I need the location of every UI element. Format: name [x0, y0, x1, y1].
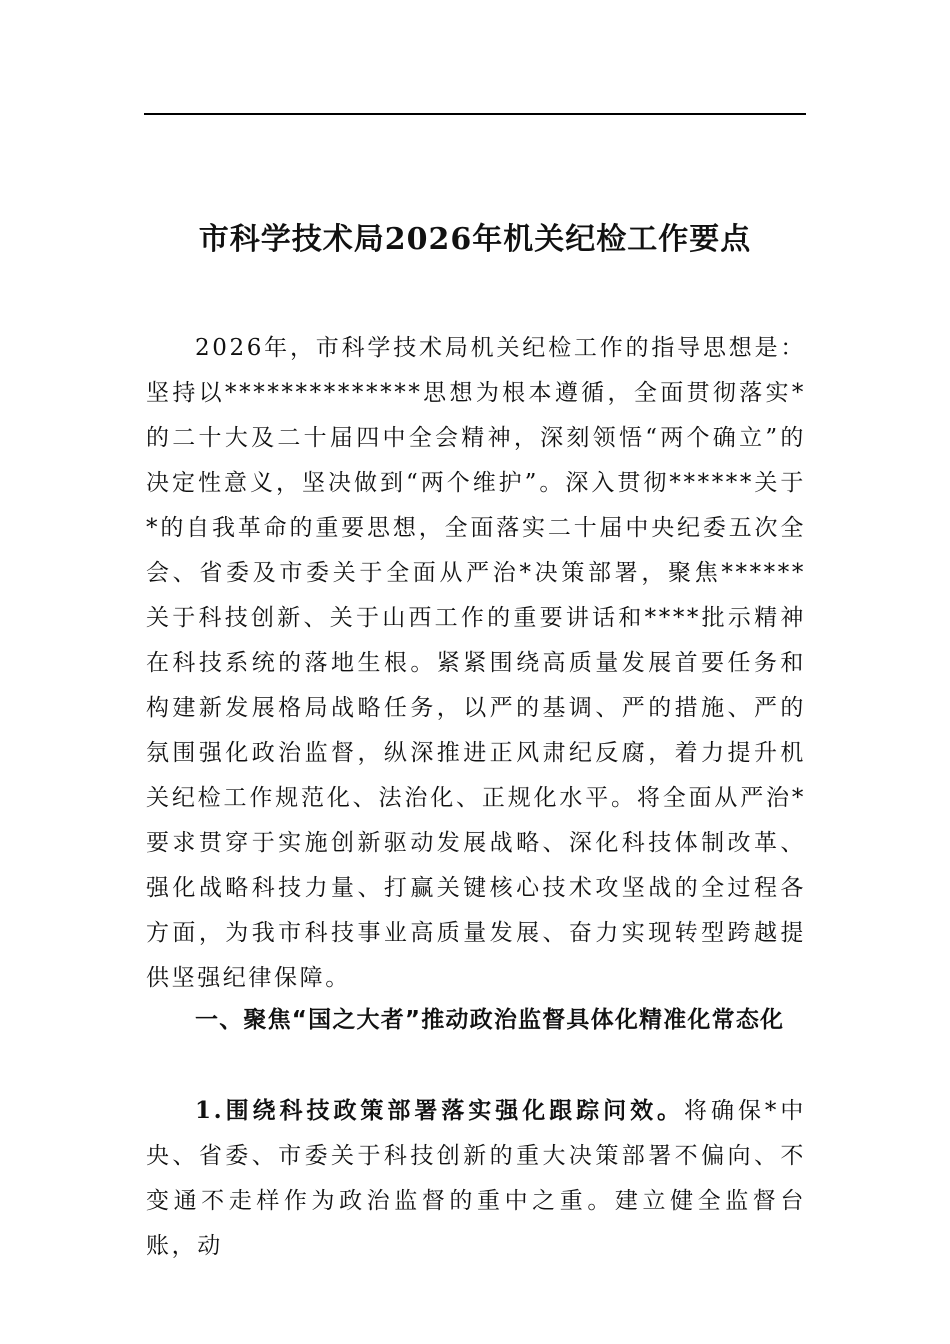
item-1-body: 将确保*中央、省委、市委关于科技创新的重大决策部署不偏向、不变通不走样作为政治监督的重中之重。建立健全监督台账，动 [146, 1098, 806, 1259]
item-1-paragraph [146, 1088, 806, 1269]
section-heading-1: 一、聚焦“国之大者”推动政治监督具体化精准化常态化 [195, 1007, 785, 1033]
item-1-lead: 1.围绕科技政策部署落实强化跟踪问效。 [195, 1097, 685, 1124]
document-title: 市科学技术局2026年机关纪检工作要点 [198, 222, 752, 258]
intro-paragraph: 2026年，市科学技术局机关纪检工作的指导思想是：坚持以**************思想为根本遵循，全面贯彻落实*的二十大及二十届四中全会精神，深刻领悟“两个确立”的决定性意义，坚决做到“两个维护”。深入贯彻******关于*的自我革命的重要思想，全面落实二十届中央纪委五次全会、省委及市委关于全面从严治*决策部署，聚焦******关于科技创新、关于山西工作的重要讲话和****批示精神在科技系统的落地生根。紧紧围绕高质量发展首要任务和构建新发展格局战略任务，以严的基调、严的措施、严的氛围强化政治监督，纵深推进正风肃纪反腐，着力提升机关纪检工作规范化、法治化、正规化水平。将全面从严治*要求贯穿于实施创新驱动发展战略、深化科技体制改革、强化战略科技力量、打赢关键核心技术攻坚战的全过程各方面，为我市科技事业高质量发展、奋力实现转型跨越提供坚强纪律保障。 [146, 335, 806, 991]
header-rule [144, 113, 806, 115]
